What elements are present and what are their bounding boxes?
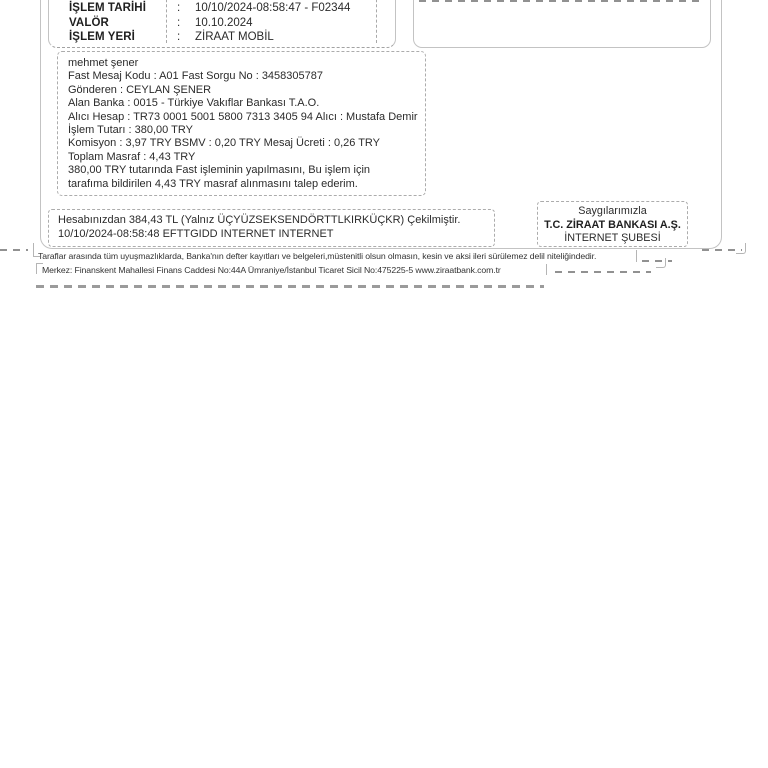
info-label: İŞLEM YERİ: [69, 31, 135, 44]
detail-line-statement-1: 380,00 TRY tutarında Fast işleminin yapılmasını, Bu işlem için: [68, 164, 371, 177]
decorative-dash: [555, 271, 651, 273]
withdrawal-amount-line: Hesabınızdan 384,43 TL (Yalnız ÜÇYÜZSEKSENDÖRTTLKIRKÜÇKR) Çekilmiştir.: [58, 214, 461, 226]
transaction-info-table: [48, 0, 396, 48]
info-row-islem-yeri: [49, 31, 389, 46]
corner-tick: [656, 258, 666, 268]
detail-line-islem-tutari: İşlem Tutarı : 380,00 TRY: [68, 124, 193, 137]
info-label: İŞLEM TARİHİ: [69, 2, 147, 14]
info-row-valor: [49, 17, 389, 32]
info-colon: :: [177, 16, 181, 29]
decorative-dash: [0, 249, 28, 251]
detail-line-komisyon: Komisyon : 3,97 TRY BSMV : 0,20 TRY Mesaj Ücreti : 0,26 TRY: [68, 137, 381, 150]
detail-line-fast-code: Fast Mesaj Kodu : A01 Fast Sorgu No : 3458305787: [68, 70, 323, 83]
border-tick: [636, 250, 637, 262]
bottom-dashed-line: [36, 285, 544, 288]
info-colon: :: [177, 31, 181, 44]
branch-name: İNTERNET ŞUBESİ: [564, 232, 661, 245]
detail-line-statement-2: tarafıma bildirilen 4,43 TRY masraf alınmasını talep ederim.: [68, 177, 358, 190]
info-row-islem-tarihi: [49, 2, 389, 17]
dashed-separator-line: [419, 0, 703, 2]
corner-tick: [736, 243, 746, 254]
transfer-details-box: [57, 51, 426, 196]
info-value: 10/10/2024-08:58:47 - F02344: [195, 2, 351, 14]
withdrawal-reference-line: 10/10/2024-08:58:48 EFTTGIDD INTERNET INTERNET: [58, 227, 334, 240]
corner-tick: [33, 243, 40, 257]
info-value: 10.10.2024: [195, 16, 253, 29]
corner-tick: [36, 263, 43, 274]
transaction-info-rows: [49, 2, 389, 46]
detail-line-alan-banka: Alan Banka : 0015 - Türkiye Vakıflar Bankası T.A.O.: [68, 97, 320, 110]
detail-line-toplam-masraf: Toplam Masraf : 4,43 TRY: [68, 150, 196, 163]
border-tick: [546, 264, 547, 275]
info-value: ZİRAAT MOBİL: [195, 31, 274, 44]
bank-name: T.C. ZİRAAT BANKASI A.Ş.: [544, 218, 681, 231]
detail-line-gonderen: Gönderen : CEYLAN ŞENER: [68, 83, 212, 96]
signature-box: [537, 201, 688, 247]
signature-greeting: Saygılarımızla: [578, 205, 647, 217]
detail-line-alici-hesap: Alıcı Hesap : TR73 0001 5001 5800 7313 3405 94 Alıcı : Mustafa Demir: [68, 110, 418, 123]
withdrawal-box: [48, 209, 495, 247]
info-label: VALÖR: [69, 16, 109, 29]
footer-disclaimer: Taraflar arasında tüm uyuşmazlıklarda, Banka'nın defter kayıtları ve belgeleri,müstenitli olsun olmasın, kesin ve aksi ileri sürülemez delil niteliğindedir.: [38, 251, 597, 261]
info-colon: :: [177, 2, 181, 14]
empty-detail-box: [413, 0, 711, 48]
detail-line-sender-name: mehmet şener: [68, 57, 139, 69]
footer-address: Merkez: Finanskent Mahallesi Finans Caddesi No:44A Ümraniye/İstanbul Ticaret Sicil No:475225-5 www.ziraatbank.com.tr: [42, 265, 501, 275]
